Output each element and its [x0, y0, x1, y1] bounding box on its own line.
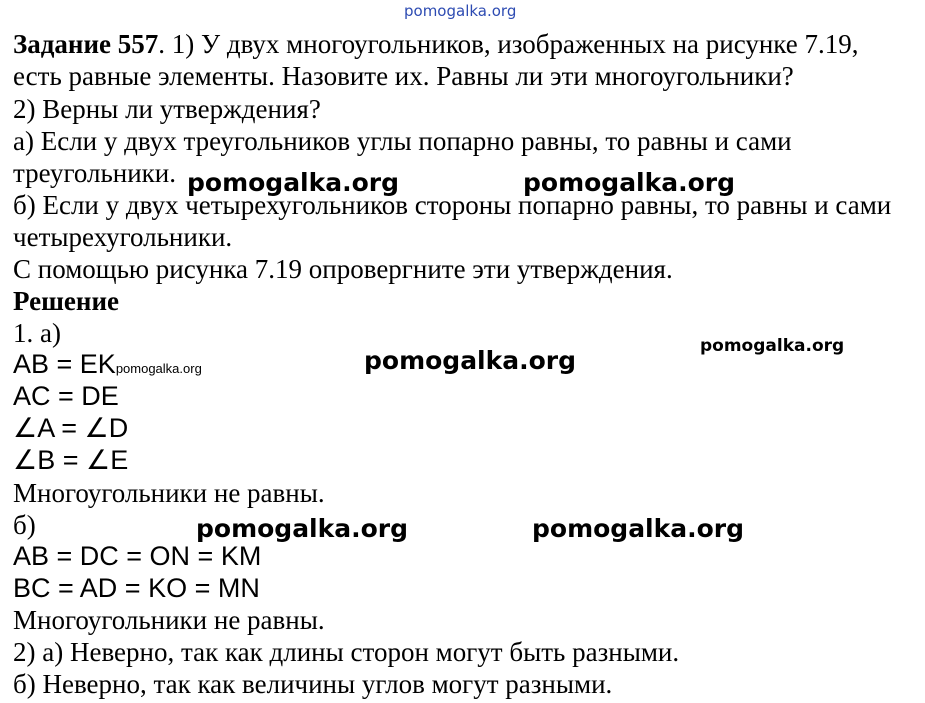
- task-text-1: . 1) У двух многоугольников, изображенных на рисунке 7.19,: [158, 29, 859, 59]
- task-line-7: четырехугольники.: [13, 222, 233, 252]
- solution-line-12: б) Неверно, так как величины углов могут разными.: [13, 669, 613, 699]
- solution-line-4: ∠A = ∠D: [13, 413, 129, 443]
- solution-line-1: 1. а): [13, 318, 61, 348]
- solution-line-8: AB = DC = ON = KM: [13, 541, 262, 571]
- watermark-4: pomogalka.org: [364, 346, 577, 375]
- watermark-6: pomogalka.org: [196, 514, 409, 543]
- watermark-7: pomogalka.org: [532, 514, 745, 543]
- task-line-5: треугольники.: [13, 158, 176, 188]
- task-line-8: С помощью рисунка 7.19 опровергните эти утверждения.: [13, 254, 673, 284]
- solution-text-2: AB = EK: [13, 349, 116, 379]
- task-line-1: [13, 28, 858, 60]
- solution-line-5: ∠B = ∠E: [13, 445, 129, 475]
- solution-line-10: Многоугольники не равны.: [13, 605, 325, 635]
- solution-line-11: 2) а) Неверно, так как длины сторон могут быть разными.: [13, 637, 680, 667]
- watermark-2: pomogalka.org: [523, 168, 736, 197]
- task-line-4: а) Если у двух треугольников углы попарно равны, то равны и сами: [13, 126, 792, 156]
- solution-heading: Решение: [13, 286, 119, 316]
- watermark-top-link[interactable]: pomogalka.org: [404, 2, 517, 20]
- task-line-3: 2) Верны ли утверждения?: [13, 94, 321, 124]
- task-title: Задание 557: [13, 29, 159, 59]
- solution-line-3: AC = DE: [13, 381, 119, 411]
- task-line-2: есть равные элементы. Назовите их. Равны ли эти многоугольники?: [13, 61, 794, 91]
- watermark-small: pomogalka.org: [115, 361, 202, 376]
- solution-line-7: б): [13, 510, 36, 540]
- task-line-6: б) Если у двух четырехугольников стороны попарно равны, то равны и сами: [13, 190, 892, 220]
- solution-line-6: Многоугольники не равны.: [13, 478, 325, 508]
- watermark-5: pomogalka.org: [700, 336, 845, 356]
- solution-line-9: BC = AD = KO = MN: [13, 573, 260, 603]
- watermark-1: pomogalka.org: [187, 168, 400, 197]
